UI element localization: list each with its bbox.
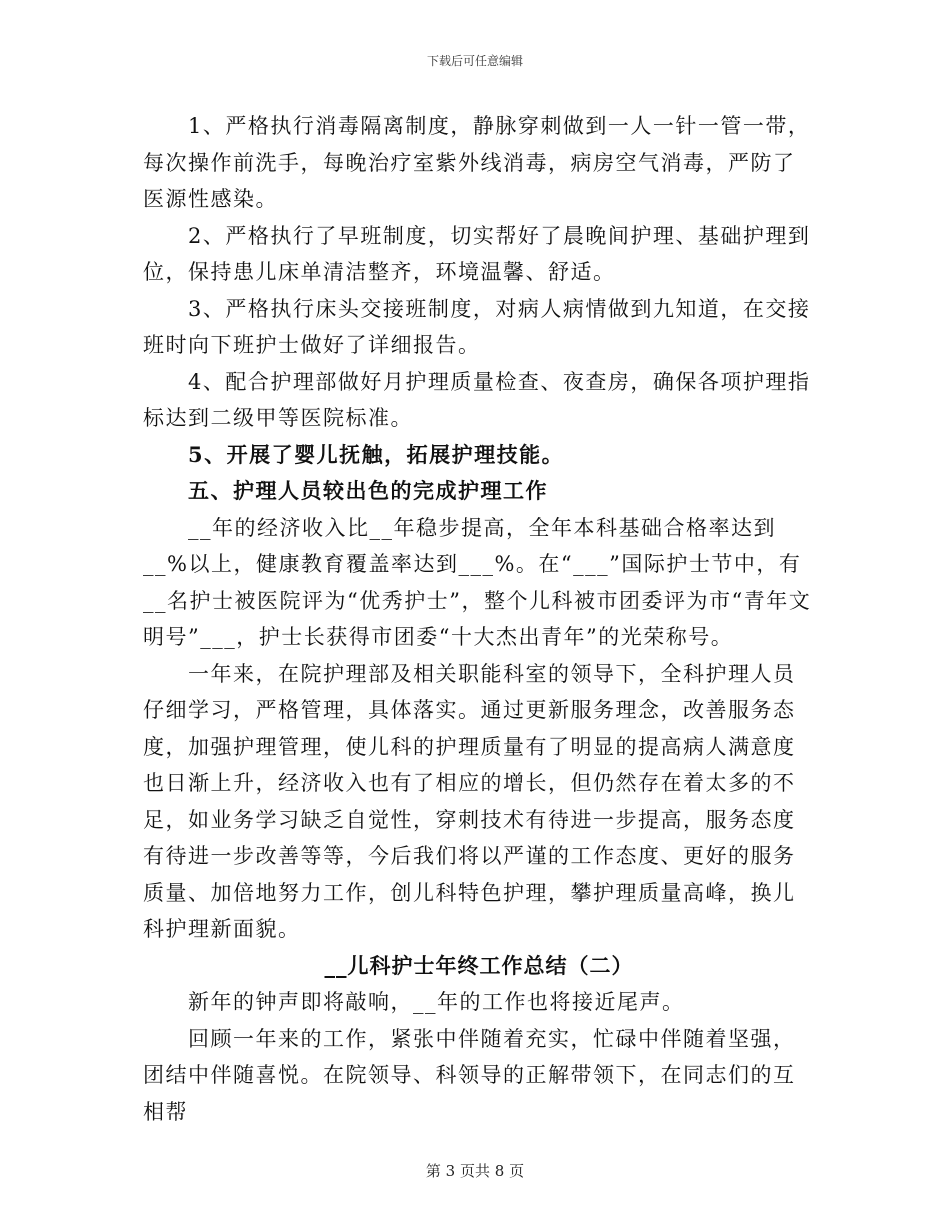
paragraph-income: __年的经济收入比__年稳步提高，全年本科基础合格率达到__%以上，健康教育覆盖率达到___%。在“___”国际护士节中，有__名护士被医院评为“优秀护士”，整个儿科被市团委评为市“青年文明号”___，护士长获得市团委“十大杰出青年”的光荣称号。	[143, 515, 812, 649]
paragraph-item-4: 4、配合护理部做好月护理质量检查、夜查房，确保各项护理指标达到二级甲等医院标准。	[143, 369, 811, 430]
paragraph-new-year: 新年的钟声即将敲响，__年的工作也将接近尾声。	[188, 990, 685, 1014]
document-title: __儿科护士年终工作总结（二）	[324, 952, 634, 978]
paragraph-item-3: 3、严格执行床头交接班制度，对病人病情做到九知道，在交接班时向下班护士做好了详细报告。	[143, 296, 811, 357]
section-heading: 五、护理人员较出色的完成护理工作	[188, 478, 548, 503]
paragraph-review: 回顾一年来的工作，紧张中伴随着充实，忙碌中伴随着坚强，团结中伴随喜悦。在院领导、科领导的正解带领下，在同志们的互相帮	[143, 1026, 796, 1124]
page-header: 下载后可任意编辑	[426, 54, 523, 68]
paragraph-item-5: 5、开展了婴儿抚触，拓展护理技能。	[188, 441, 565, 467]
paragraph-summary: 一年来，在院护理部及相关职能科室的领导下，全科护理人员仔细学习，严格管理，具体落实。通过更新服务理念，改善服务态度，加强护理管理，使儿科的护理质量有了明显的提高病人满意度也日渐上升，经济收入也有了相应的增长，但仍然存在着太多的不足，如业务学习缺乏自觉性，穿刺技术有待进一步提高，服务态度有待进一步改善等等，今后我们将以严谨的工作态度、更好的服务质量、加倍地努力工作，创儿科特色护理，攀护理质量高峰，换儿科护理新面貌。	[143, 661, 796, 941]
document-body	[143, 108, 815, 1130]
paragraph-item-1: 1、严格执行消毒隔离制度，静脉穿刺做到一人一针一管一带，每次操作前洗手，每晚治疗室紫外线消毒，病房空气消毒，严防了医源性感染。	[143, 114, 811, 211]
paragraph-item-2: 2、严格执行了早班制度，切实帮好了晨晚间护理、基础护理到位，保持患儿床单清洁整齐，环境温馨、舒适。	[143, 223, 811, 284]
page-footer: 第 3 页共 8 页	[425, 1162, 525, 1180]
